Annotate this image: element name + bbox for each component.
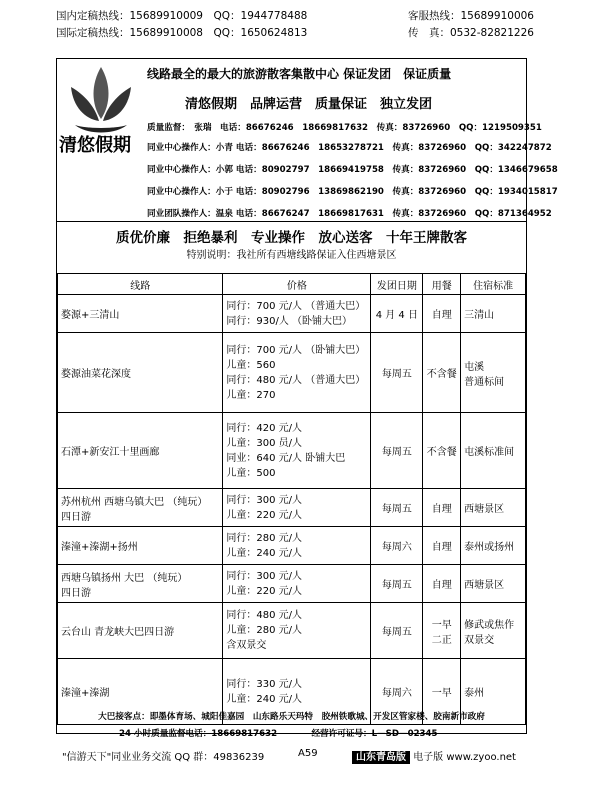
hotel-cell: 泰州或扬州 — [461, 527, 526, 565]
contact-xiaoqing: 同业中心操作人：小青 电话：86676246 18653278721 传真：83726960 QQ：342247872 — [147, 143, 552, 153]
price-line: 儿童：300 员/人 — [226, 437, 303, 449]
band-title: 质优价廉 拒绝暴利 专业操作 放心送客 十年王牌散客 — [116, 230, 467, 246]
meal-cell: 不含餐 — [423, 333, 461, 413]
price-cell — [223, 603, 371, 659]
slogan-band — [57, 221, 526, 262]
price-line: 儿童：240 元/人 — [226, 547, 303, 559]
table-row — [58, 527, 526, 565]
hotel-cell: 修武或焦作 双景交 — [461, 603, 526, 659]
price-cell — [223, 295, 371, 333]
price-line: 含双景交 — [226, 640, 267, 651]
table-row — [58, 333, 526, 413]
price-line: 儿童：220 元/人 — [226, 585, 303, 597]
contact-quality: 质量监督： 张瑞 电话：86676246 18669817632 传真：83726960 QQ：1219509351 — [147, 123, 542, 133]
price-cell — [223, 489, 371, 527]
date-cell: 每周五 — [371, 413, 423, 489]
date-cell: 每周六 — [371, 659, 423, 725]
date-cell: 每周五 — [371, 565, 423, 603]
price-line: 儿童：220 元/人 — [226, 509, 303, 521]
brand-badge: 山东青岛版 — [352, 751, 410, 764]
meal-cell: 自理 — [423, 295, 461, 333]
logo-text: 清悠假期 — [59, 135, 131, 156]
slogan-line2: 清悠假期 品牌运营 质量保证 独立发团 — [185, 97, 433, 112]
price-line: 儿童：270 — [226, 389, 276, 401]
price-line: 同行：280 元/人 — [226, 532, 303, 544]
header-route: 线路 — [58, 274, 223, 295]
price-line: 儿童：560 — [226, 359, 276, 371]
meal-cell: 自理 — [423, 489, 461, 527]
meal-cell: 自理 — [423, 565, 461, 603]
supervision-hotline: 24 小时质量监督电话：18669817632 经营许可证号：L—SD—02345 — [119, 729, 438, 739]
page-number: A59 — [298, 748, 318, 759]
meal-cell: 一早 二正 — [423, 603, 461, 659]
band-note: 特别说明：我社所有西塘线路保证入住西塘景区 — [186, 250, 397, 261]
price-line: 儿童：280 元/人 — [226, 625, 303, 636]
date-cell: 4 月 4 日 — [371, 295, 423, 333]
edition-site: 电子版 www.zyoo.net — [413, 752, 516, 763]
international-hotline: 国际定稿热线：15689910008 QQ：1650624813 — [56, 27, 308, 39]
qq-group: "信游天下"同业业务交流 QQ 群：49836239 — [62, 752, 265, 763]
contact-wenquan: 同业团队操作人：温泉 电话：86676247 18669817631 传真：83726960 QQ：871364952 — [147, 209, 552, 219]
price-line: 同业：640 元/人 卧铺大巴 — [226, 452, 346, 464]
domestic-hotline: 国内定稿热线：15689910009 QQ：1944778488 — [56, 10, 308, 22]
contact-xiaoyu: 同业中心操作人：小于 电话：80902796 13869862190 传真：83726960 QQ：1934015817 — [147, 187, 558, 197]
header-date: 发团日期 — [371, 274, 423, 295]
hotel-cell: 屯溪标准间 — [461, 413, 526, 489]
price-line: 同行：700 元/人 （普通大巴） — [226, 300, 366, 312]
price-line: 儿童：240 元/人 — [226, 693, 303, 705]
table-row — [58, 489, 526, 527]
price-line: 同行：420 元/人 — [226, 422, 303, 434]
price-cell — [223, 565, 371, 603]
price-line: 同行：300 元/人 — [226, 494, 303, 506]
fax-number: 传 真：0532-82821226 — [408, 27, 534, 39]
meal-cell: 不含餐 — [423, 413, 461, 489]
slogan-line1: 线路最全的最大的旅游散客集散中心 保证发团 保证质量 — [147, 67, 452, 81]
service-hotline: 客服热线：15689910006 — [408, 10, 534, 22]
date-cell: 每周五 — [371, 333, 423, 413]
price-line: 同行：700 元/人 （卧铺大巴） — [226, 344, 366, 356]
price-line: 儿童：500 — [226, 467, 276, 479]
table-row — [58, 413, 526, 489]
route-cell: 石潭+新安江十里画廊 — [58, 413, 223, 489]
hotel-cell: 西塘景区 — [461, 565, 526, 603]
route-cell: 婺源+三清山 — [58, 295, 223, 333]
header-price: 价格 — [223, 274, 371, 295]
meal-cell: 一早 — [423, 659, 461, 725]
date-cell: 每周五 — [371, 489, 423, 527]
price-line: 同行：480 元/人 （普通大巴） — [226, 374, 366, 386]
price-cell — [223, 413, 371, 489]
price-line: 同行：480 元/人 — [226, 610, 303, 621]
price-line: 同行：330 元/人 — [226, 678, 303, 690]
hotel-cell: 西塘景区 — [461, 489, 526, 527]
meal-cell: 自理 — [423, 527, 461, 565]
hotel-cell: 泰州 — [461, 659, 526, 725]
company-logo — [57, 59, 145, 221]
price-cell — [223, 333, 371, 413]
table-header-row — [58, 274, 526, 295]
hotel-cell: 三清山 — [461, 295, 526, 333]
pickup-points: 大巴接客点：即墨体育场、城阳佳嘉园 山东路乐天玛特 胶州铁歌城、开发区管家楼、胶南新市政府 — [98, 712, 485, 722]
header-meal: 用餐 — [423, 274, 461, 295]
price-cell — [223, 527, 371, 565]
date-cell: 每周六 — [371, 527, 423, 565]
route-cell: 云台山 青龙峡大巴四日游 — [58, 603, 223, 659]
brochure-sheet — [56, 58, 558, 739]
table-row — [58, 565, 526, 603]
price-line: 同行：930/人 （卧铺大巴） — [226, 315, 353, 327]
route-cell: 苏州杭州 西塘乌镇大巴 （纯玩） 四日游 — [58, 489, 223, 527]
table-row — [58, 295, 526, 333]
date-cell: 每周五 — [371, 603, 423, 659]
route-cell: 溱潼+溱湖+扬州 — [58, 527, 223, 565]
hotel-cell: 屯溪 普通标间 — [461, 333, 526, 413]
price-line: 同行：300 元/人 — [226, 570, 303, 582]
header-hotel: 住宿标准 — [461, 274, 526, 295]
route-cell: 溱潼+溱湖 — [58, 659, 223, 725]
contact-xiaoguo: 同业中心操作人：小郭 电话：80902797 18669419758 传真：83726960 QQ：1346679658 — [147, 165, 558, 175]
route-cell: 婺源油菜花深度 — [58, 333, 223, 413]
route-cell: 西塘乌镇扬州 大巴 （纯玩） 四日游 — [58, 565, 223, 603]
table-row — [58, 603, 526, 659]
edition-info — [352, 748, 516, 763]
routes-table — [57, 273, 526, 725]
